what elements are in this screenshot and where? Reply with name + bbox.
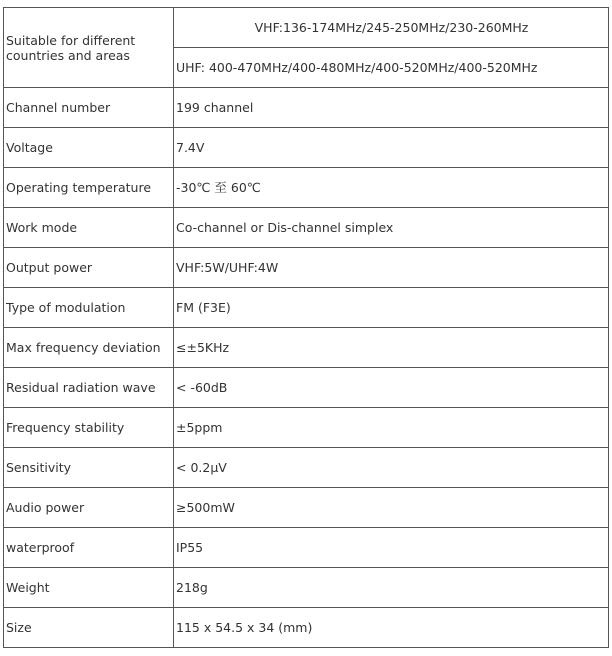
spec-label-cell	[4, 368, 174, 408]
spec-value: ≤±5KHz	[176, 340, 230, 355]
spec-label-cell	[4, 128, 174, 168]
spec-label-cell	[4, 448, 174, 488]
spec-value-cell	[174, 288, 609, 328]
spec-label: Weight	[6, 580, 50, 595]
spec-value: IP55	[176, 540, 204, 555]
uhf-value-cell	[174, 48, 609, 88]
spec-value: FM (F3E)	[176, 300, 231, 315]
spec-value-cell	[174, 448, 609, 488]
spec-value: 199 channel	[176, 100, 254, 115]
uhf-value: UHF: 400-470MHz/400-480MHz/400-520MHz/400-520MHz	[176, 60, 538, 75]
spec-label: Residual radiation wave	[6, 380, 156, 395]
table-row-region	[4, 8, 609, 48]
spec-label: Output power	[6, 260, 93, 275]
spec-value: < -60dB	[176, 380, 228, 395]
spec-label-cell	[4, 88, 174, 128]
table-row	[4, 568, 609, 608]
spec-value-cell	[174, 328, 609, 368]
table-row	[4, 88, 609, 128]
spec-label-cell	[4, 208, 174, 248]
spec-label: waterproof	[6, 540, 75, 555]
table-row	[4, 248, 609, 288]
spec-value-cell	[174, 128, 609, 168]
spec-value: ±5ppm	[176, 420, 223, 435]
spec-label: Size	[6, 620, 32, 635]
spec-value-cell	[174, 568, 609, 608]
spec-label-cell	[4, 528, 174, 568]
table-row	[4, 368, 609, 408]
table-row	[4, 448, 609, 488]
spec-label: Channel number	[6, 100, 111, 115]
table-row	[4, 208, 609, 248]
table-row	[4, 128, 609, 168]
spec-value: Co-channel or Dis-channel simplex	[176, 220, 394, 235]
table-row	[4, 608, 609, 648]
spec-label: Type of modulation	[6, 300, 126, 315]
spec-value: ≥500mW	[176, 500, 235, 515]
spec-label-cell	[4, 568, 174, 608]
spec-value-cell	[174, 528, 609, 568]
spec-label: Audio power	[6, 500, 85, 515]
spec-value-cell	[174, 168, 609, 208]
spec-label: Frequency stability	[6, 420, 125, 435]
spec-label-cell	[4, 168, 174, 208]
spec-label-cell	[4, 408, 174, 448]
spec-table	[3, 7, 609, 648]
table-row	[4, 168, 609, 208]
table-row	[4, 328, 609, 368]
spec-label-cell	[4, 608, 174, 648]
spec-value-cell	[174, 608, 609, 648]
spec-value: < 0.2μV	[176, 460, 227, 475]
table-row	[4, 528, 609, 568]
region-label: Suitable for different countries and areas	[6, 32, 136, 63]
spec-label: Operating temperature	[6, 180, 152, 195]
region-label-cell	[4, 8, 174, 88]
vhf-value-cell	[174, 8, 609, 48]
table-row	[4, 408, 609, 448]
spec-value: VHF:5W/UHF:4W	[176, 260, 279, 275]
spec-value: 115 x 54.5 x 34 (mm)	[176, 620, 313, 635]
spec-value-cell	[174, 88, 609, 128]
spec-label-cell	[4, 288, 174, 328]
spec-value-cell	[174, 248, 609, 288]
spec-value-cell	[174, 408, 609, 448]
spec-value-cell	[174, 208, 609, 248]
vhf-value: VHF:136-174MHz/245-250MHz/230-260MHz	[254, 20, 529, 35]
spec-label: Voltage	[6, 140, 53, 155]
spec-label: Work mode	[6, 220, 78, 235]
spec-value-cell	[174, 368, 609, 408]
spec-value: -30℃ 至 60℃	[176, 180, 261, 195]
table-row	[4, 288, 609, 328]
spec-value: 218g	[176, 580, 208, 595]
spec-label-cell	[4, 248, 174, 288]
spec-value-cell	[174, 488, 609, 528]
spec-label-cell	[4, 328, 174, 368]
table-row	[4, 488, 609, 528]
spec-label-cell	[4, 488, 174, 528]
spec-label: Sensitivity	[6, 460, 72, 475]
spec-value: 7.4V	[176, 140, 205, 155]
spec-label: Max frequency deviation	[6, 340, 161, 355]
